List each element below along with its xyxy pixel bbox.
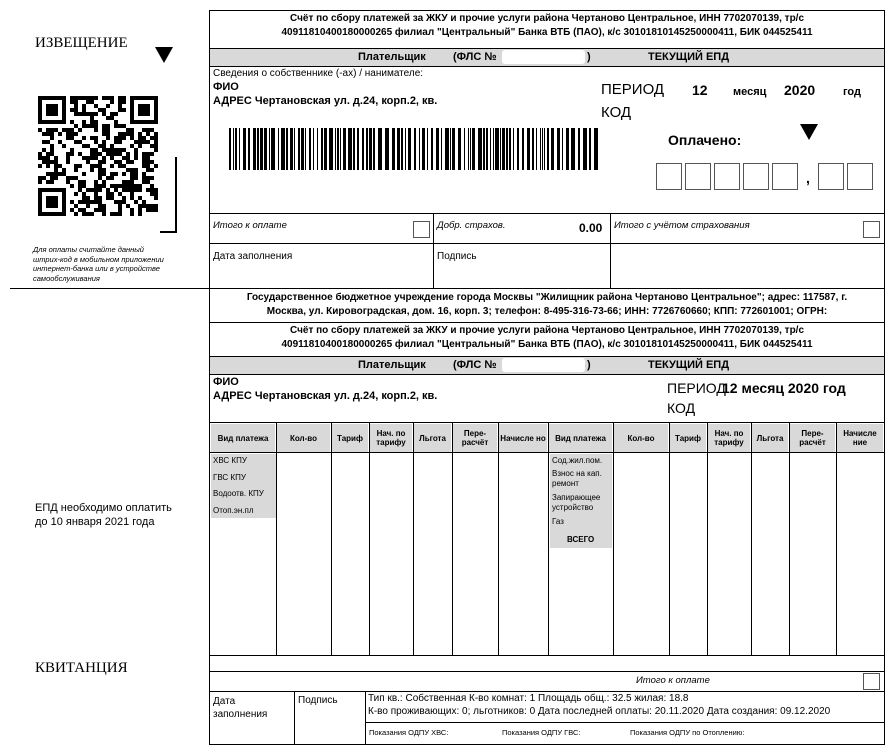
table-header-cell: Тариф xyxy=(670,424,706,452)
period-year: 2020 xyxy=(784,82,816,98)
period-label-bottom: ПЕРИОД xyxy=(667,380,726,396)
table-header-cell: Тариф xyxy=(332,424,368,452)
receipt-title: КВИТАНЦИЯ xyxy=(35,660,128,676)
fls-number-field-bottom xyxy=(502,358,585,372)
signature-label-bottom: Подпись xyxy=(298,695,338,706)
arrow-down-icon xyxy=(800,124,818,140)
table-header-cell: Пере-расчёт xyxy=(453,424,497,452)
table-header-cell: Льгота xyxy=(414,424,451,452)
table-header-cell: Вид платежа xyxy=(549,424,612,452)
paid-kopeck-2[interactable] xyxy=(847,163,873,190)
fls-close-bottom: ) xyxy=(587,359,591,371)
address-label-bottom: АДРЕС Чертановская ул. д.24, корп.2, кв. xyxy=(213,390,438,402)
qr-code xyxy=(38,96,158,216)
fls-label-bottom: (ФЛС № xyxy=(453,359,497,371)
org-line-1: Государственное бюджетное учреждение города Москвы "Жилищник района Чертаново Центральное"; адрес: 117587, г. xyxy=(246,292,848,303)
period-label: ПЕРИОД xyxy=(601,81,665,98)
table-header-cell: Пере-расчёт xyxy=(790,424,835,452)
paid-digit-3[interactable] xyxy=(714,163,740,190)
payer-label: Плательщик xyxy=(358,51,426,63)
notice-title: ИЗВЕЩЕНИЕ xyxy=(35,35,128,51)
account-line-1: Счёт по сбору платежей за ЖКУ и прочие услуги района Чертаново Центральное, ИНН 7702070139, тр/с xyxy=(289,13,805,24)
qr-hint: Для оплаты считайте данный штрих-код в мобильном приложении интернет-банка или в устройстве самообслуживания xyxy=(33,245,164,283)
left-service-item: ГВС КПУ xyxy=(213,473,246,482)
insurance-label: Добр. страхов. xyxy=(437,220,506,231)
paid-digit-4[interactable] xyxy=(743,163,769,190)
fio-label: ФИО xyxy=(213,81,239,93)
fill-date-label-bottom: Дата заполнения xyxy=(213,696,268,720)
org-line-2: Москва, ул. Кировоградская, дом. 16, корп. 3; телефон: 8-495-316-73-66; ИНН: 7726760660; КПП: 772601001; ОГРН: xyxy=(266,306,828,317)
current-epd-label: ТЕКУЩИЙ ЕПД xyxy=(648,51,730,63)
current-epd-label-bottom: ТЕКУЩИЙ ЕПД xyxy=(648,359,730,371)
owner-info-label: Сведения о собственнике (-ах) / нанимателе: xyxy=(213,68,424,79)
paid-comma: , xyxy=(806,170,810,186)
left-service-item: ХВС КПУ xyxy=(213,456,247,465)
year-word: год xyxy=(843,86,861,98)
signature-label: Подпись xyxy=(437,251,477,262)
insurance-value: 0.00 xyxy=(579,221,603,235)
code-label-bottom: КОД xyxy=(667,400,696,416)
barcode xyxy=(229,128,605,170)
meter-hvs-label: Показания ОДПУ ХВС: xyxy=(369,728,449,737)
total-checkbox-bottom[interactable] xyxy=(863,673,880,690)
paid-digit-2[interactable] xyxy=(685,163,711,190)
left-service-item: Отоп.эн.пл xyxy=(213,506,254,515)
apartment-info-line-2: К-во проживающих: 0; льготников: 0 Дата последней оплаты: 20.11.2020 Дата создания: 09.12.2020 xyxy=(368,706,831,717)
table-header-cell: Вид платежа xyxy=(211,424,275,452)
deadline-note: ЕПД необходимо оплатить до 10 января 2021 года xyxy=(35,502,172,528)
apartment-info-line-1: Тип кв.: Собственная К-во комнат: 1 Площадь общ.: 32.5 жилая: 18.8 xyxy=(368,693,689,704)
qr-frame-right xyxy=(175,157,177,232)
right-service-item: Взнос на кап. ремонт xyxy=(552,469,602,488)
total-label: Итого к оплате xyxy=(213,220,287,231)
paid-label: Оплачено: xyxy=(668,132,742,148)
fill-date-label: Дата заполнения xyxy=(213,251,293,262)
total-checkbox[interactable] xyxy=(413,221,430,238)
qr-frame-bottom xyxy=(160,231,177,233)
left-divider xyxy=(10,288,210,289)
left-service-item: Водоотв. КПУ xyxy=(213,489,264,498)
arrow-down-icon xyxy=(155,47,173,63)
table-header-cell: Начисле ние xyxy=(837,424,883,452)
right-service-item: Газ xyxy=(552,517,564,526)
period-month: 12 xyxy=(692,82,708,98)
table-header-cell: Нач. по тарифу xyxy=(370,424,412,452)
table-header-cell: Кол-во xyxy=(614,424,668,452)
table-header-cell: Льгота xyxy=(752,424,788,452)
account-line-1-bottom: Счёт по сбору платежей за ЖКУ и прочие услуги района Чертаново Центральное, ИНН 7702070139, тр/с xyxy=(289,325,805,336)
right-service-item: Сод.жил.пом. xyxy=(552,456,603,465)
month-word: месяц xyxy=(733,86,767,98)
total-row-label: ВСЕГО xyxy=(567,535,595,544)
fio-label-bottom: ФИО xyxy=(213,376,239,388)
paid-kopeck-1[interactable] xyxy=(818,163,844,190)
account-line-2: 40911810400180000265 филиал "Центральный" Банка ВТБ (ПАО), к/с 30101810145250000411, БИК 044525411 xyxy=(281,27,813,38)
fls-label: (ФЛС № xyxy=(453,51,497,63)
main-left-border xyxy=(209,10,210,745)
right-service-item: Запирающее устройство xyxy=(552,493,601,512)
table-header-cell: Нач. по тарифу xyxy=(708,424,750,452)
total-label-bottom: Итого к оплате xyxy=(636,675,710,686)
total-with-insurance-label: Итого с учётом страхования xyxy=(614,220,750,231)
paid-digit-1[interactable] xyxy=(656,163,682,190)
meter-heat-label: Показания ОДПУ по Отоплению: xyxy=(630,728,745,737)
total-with-insurance-checkbox[interactable] xyxy=(863,221,880,238)
code-label: КОД xyxy=(601,104,632,121)
fls-close: ) xyxy=(587,51,591,63)
table-header-cell: Кол-во xyxy=(277,424,330,452)
main-right-border xyxy=(884,10,885,745)
address-label: АДРЕС Чертановская ул. д.24, корп.2, кв. xyxy=(213,95,438,107)
period-value-bottom: 12 месяц 2020 год xyxy=(722,380,846,396)
payer-label-bottom: Плательщик xyxy=(358,359,426,371)
table-header-cell: Начисле но xyxy=(499,424,547,452)
account-line-2-bottom: 40911810400180000265 филиал "Центральный" Банка ВТБ (ПАО), к/с 30101810145250000411, БИК 044525411 xyxy=(281,339,813,350)
meter-gvs-label: Показания ОДПУ ГВС: xyxy=(502,728,581,737)
fls-number-field xyxy=(502,50,585,64)
paid-digit-5[interactable] xyxy=(772,163,798,190)
